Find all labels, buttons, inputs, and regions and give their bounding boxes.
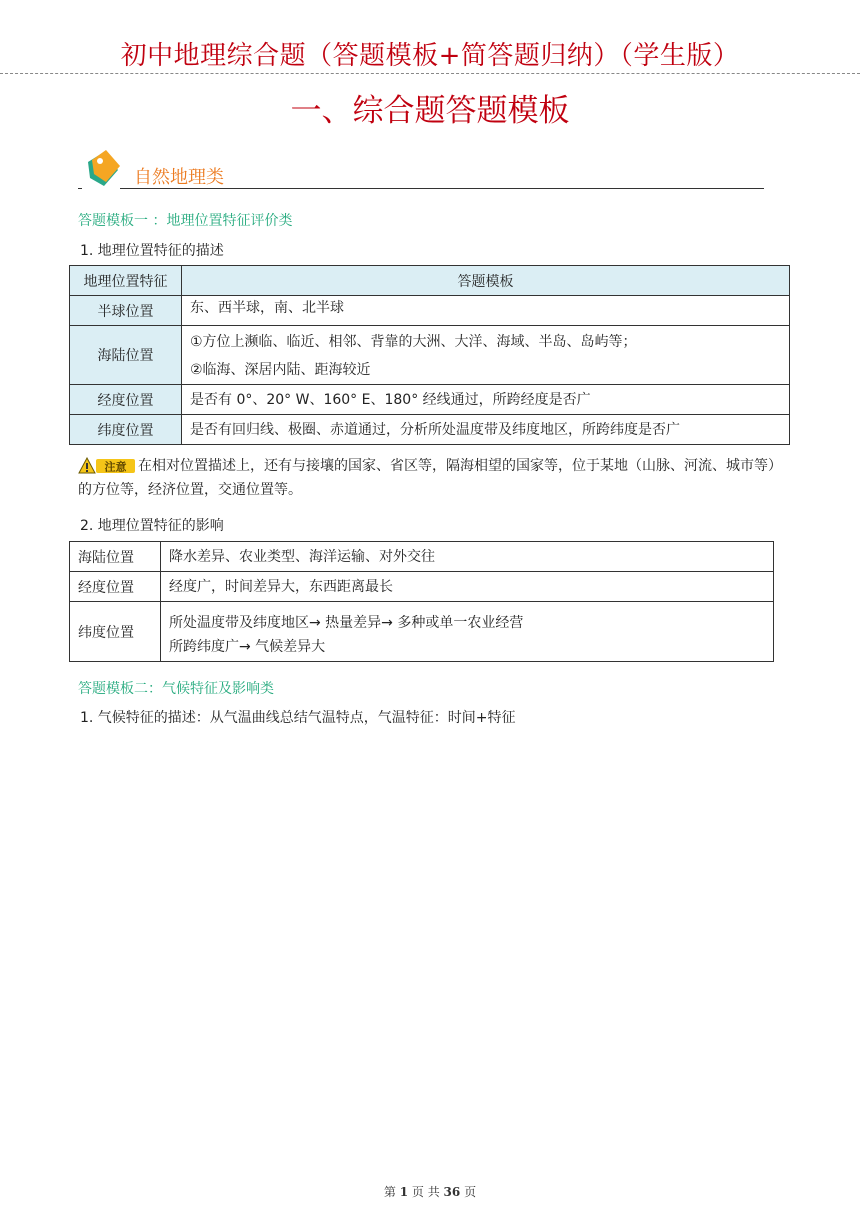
footer-prefix: 第 <box>383 1185 400 1199</box>
cell-line: ①方位上濒临、临近、相邻、背靠的大洲、大洋、海域、半岛、岛屿等； <box>190 334 637 350</box>
cell-line: 降水差异、农业类型、海洋运输、对外交往 <box>169 548 435 565</box>
cell-line: 是否有 0°、20° W、160° E、180° 经线通过，所跨经度是否广 <box>190 391 591 408</box>
category-rule-start <box>78 188 82 189</box>
template-one-part-one-title: 1. 地理位置特征的描述 <box>80 243 224 259</box>
cell-line: ②临海、深居内陆、距海较近 <box>190 362 371 378</box>
template-one-heading: 答题模板一 ：地理位置特征评价类 <box>78 213 293 229</box>
cell-line: 经度广，时间差异大，东西距离最长 <box>169 578 393 595</box>
table-row <box>70 602 774 662</box>
table-row <box>70 572 774 602</box>
cell-line: 所跨纬度广→ 气候差异大 <box>169 638 326 655</box>
category-underline <box>120 188 764 189</box>
row-content-latitude <box>182 415 790 445</box>
location-impact-table <box>69 541 774 662</box>
table-row <box>70 542 774 572</box>
row-content-longitude <box>161 572 774 602</box>
row-label-longitude: 经度位置 <box>70 385 182 415</box>
cell-line: 所处温度带及纬度地区→ 热量差异→ 多种或单一农业经营 <box>169 614 524 631</box>
header-divider <box>0 73 860 74</box>
table-row <box>70 326 790 385</box>
cell-line: 东、西半球，南、北半球 <box>190 299 344 316</box>
row-label-latitude: 纬度位置 <box>70 415 182 445</box>
page-footer <box>0 1184 860 1200</box>
category-bar <box>78 146 764 190</box>
table-header-row <box>70 266 790 296</box>
template-two-heading: 答题模板二：气候特征及影响类 <box>78 681 274 697</box>
warning-badge-icon <box>78 457 136 475</box>
row-label-land-sea: 海陆位置 <box>70 542 161 572</box>
cell-line: 是否有回归线、极圈、赤道通过，分析所处温度带及纬度地区，所跨纬度是否广 <box>190 421 680 438</box>
row-content-longitude <box>182 385 790 415</box>
template-two-part-one-title: 1. 气候特征的描述：从气温曲线总结气温特点，气温特征：时间+特征 <box>80 710 516 726</box>
table-header-feature: 地理位置特征 <box>70 266 182 296</box>
row-content-land-sea <box>161 542 774 572</box>
document-title: 初中地理综合题（答题模板+简答题归纳）（学生版） <box>120 41 740 71</box>
row-content-land-sea <box>182 326 790 385</box>
category-label: 自然地理类 <box>134 167 224 188</box>
row-label-latitude: 纬度位置 <box>70 602 161 662</box>
table-row <box>70 415 790 445</box>
row-content-latitude <box>161 602 774 662</box>
section-title: 一、综合题答题模板 <box>290 93 570 129</box>
footer-total-pages: 36 <box>443 1185 461 1199</box>
footer-suffix: 页 <box>460 1185 477 1199</box>
tag-icon <box>82 148 122 188</box>
note-text: 在相对位置描述上，还有与接壤的国家、省区等，隔海相望的国家等，位于某地（山脉、河流、城市等）的方位等，经济位置，交通位置等。 <box>78 458 775 498</box>
location-description-table <box>69 265 790 445</box>
row-label-hemisphere: 半球位置 <box>70 296 182 326</box>
table-row <box>70 385 790 415</box>
row-content-hemisphere <box>182 296 790 326</box>
row-label-longitude: 经度位置 <box>70 572 161 602</box>
table-header-template: 答题模板 <box>182 266 790 296</box>
footer-middle: 页 共 <box>408 1185 444 1199</box>
footer-page-number: 1 <box>399 1185 409 1199</box>
table-row <box>70 296 790 326</box>
warning-badge-label: 注意 <box>104 460 127 474</box>
template-one-part-two-title: 2. 地理位置特征的影响 <box>80 518 224 534</box>
note-block <box>78 454 778 502</box>
row-label-land-sea: 海陆位置 <box>70 326 182 385</box>
